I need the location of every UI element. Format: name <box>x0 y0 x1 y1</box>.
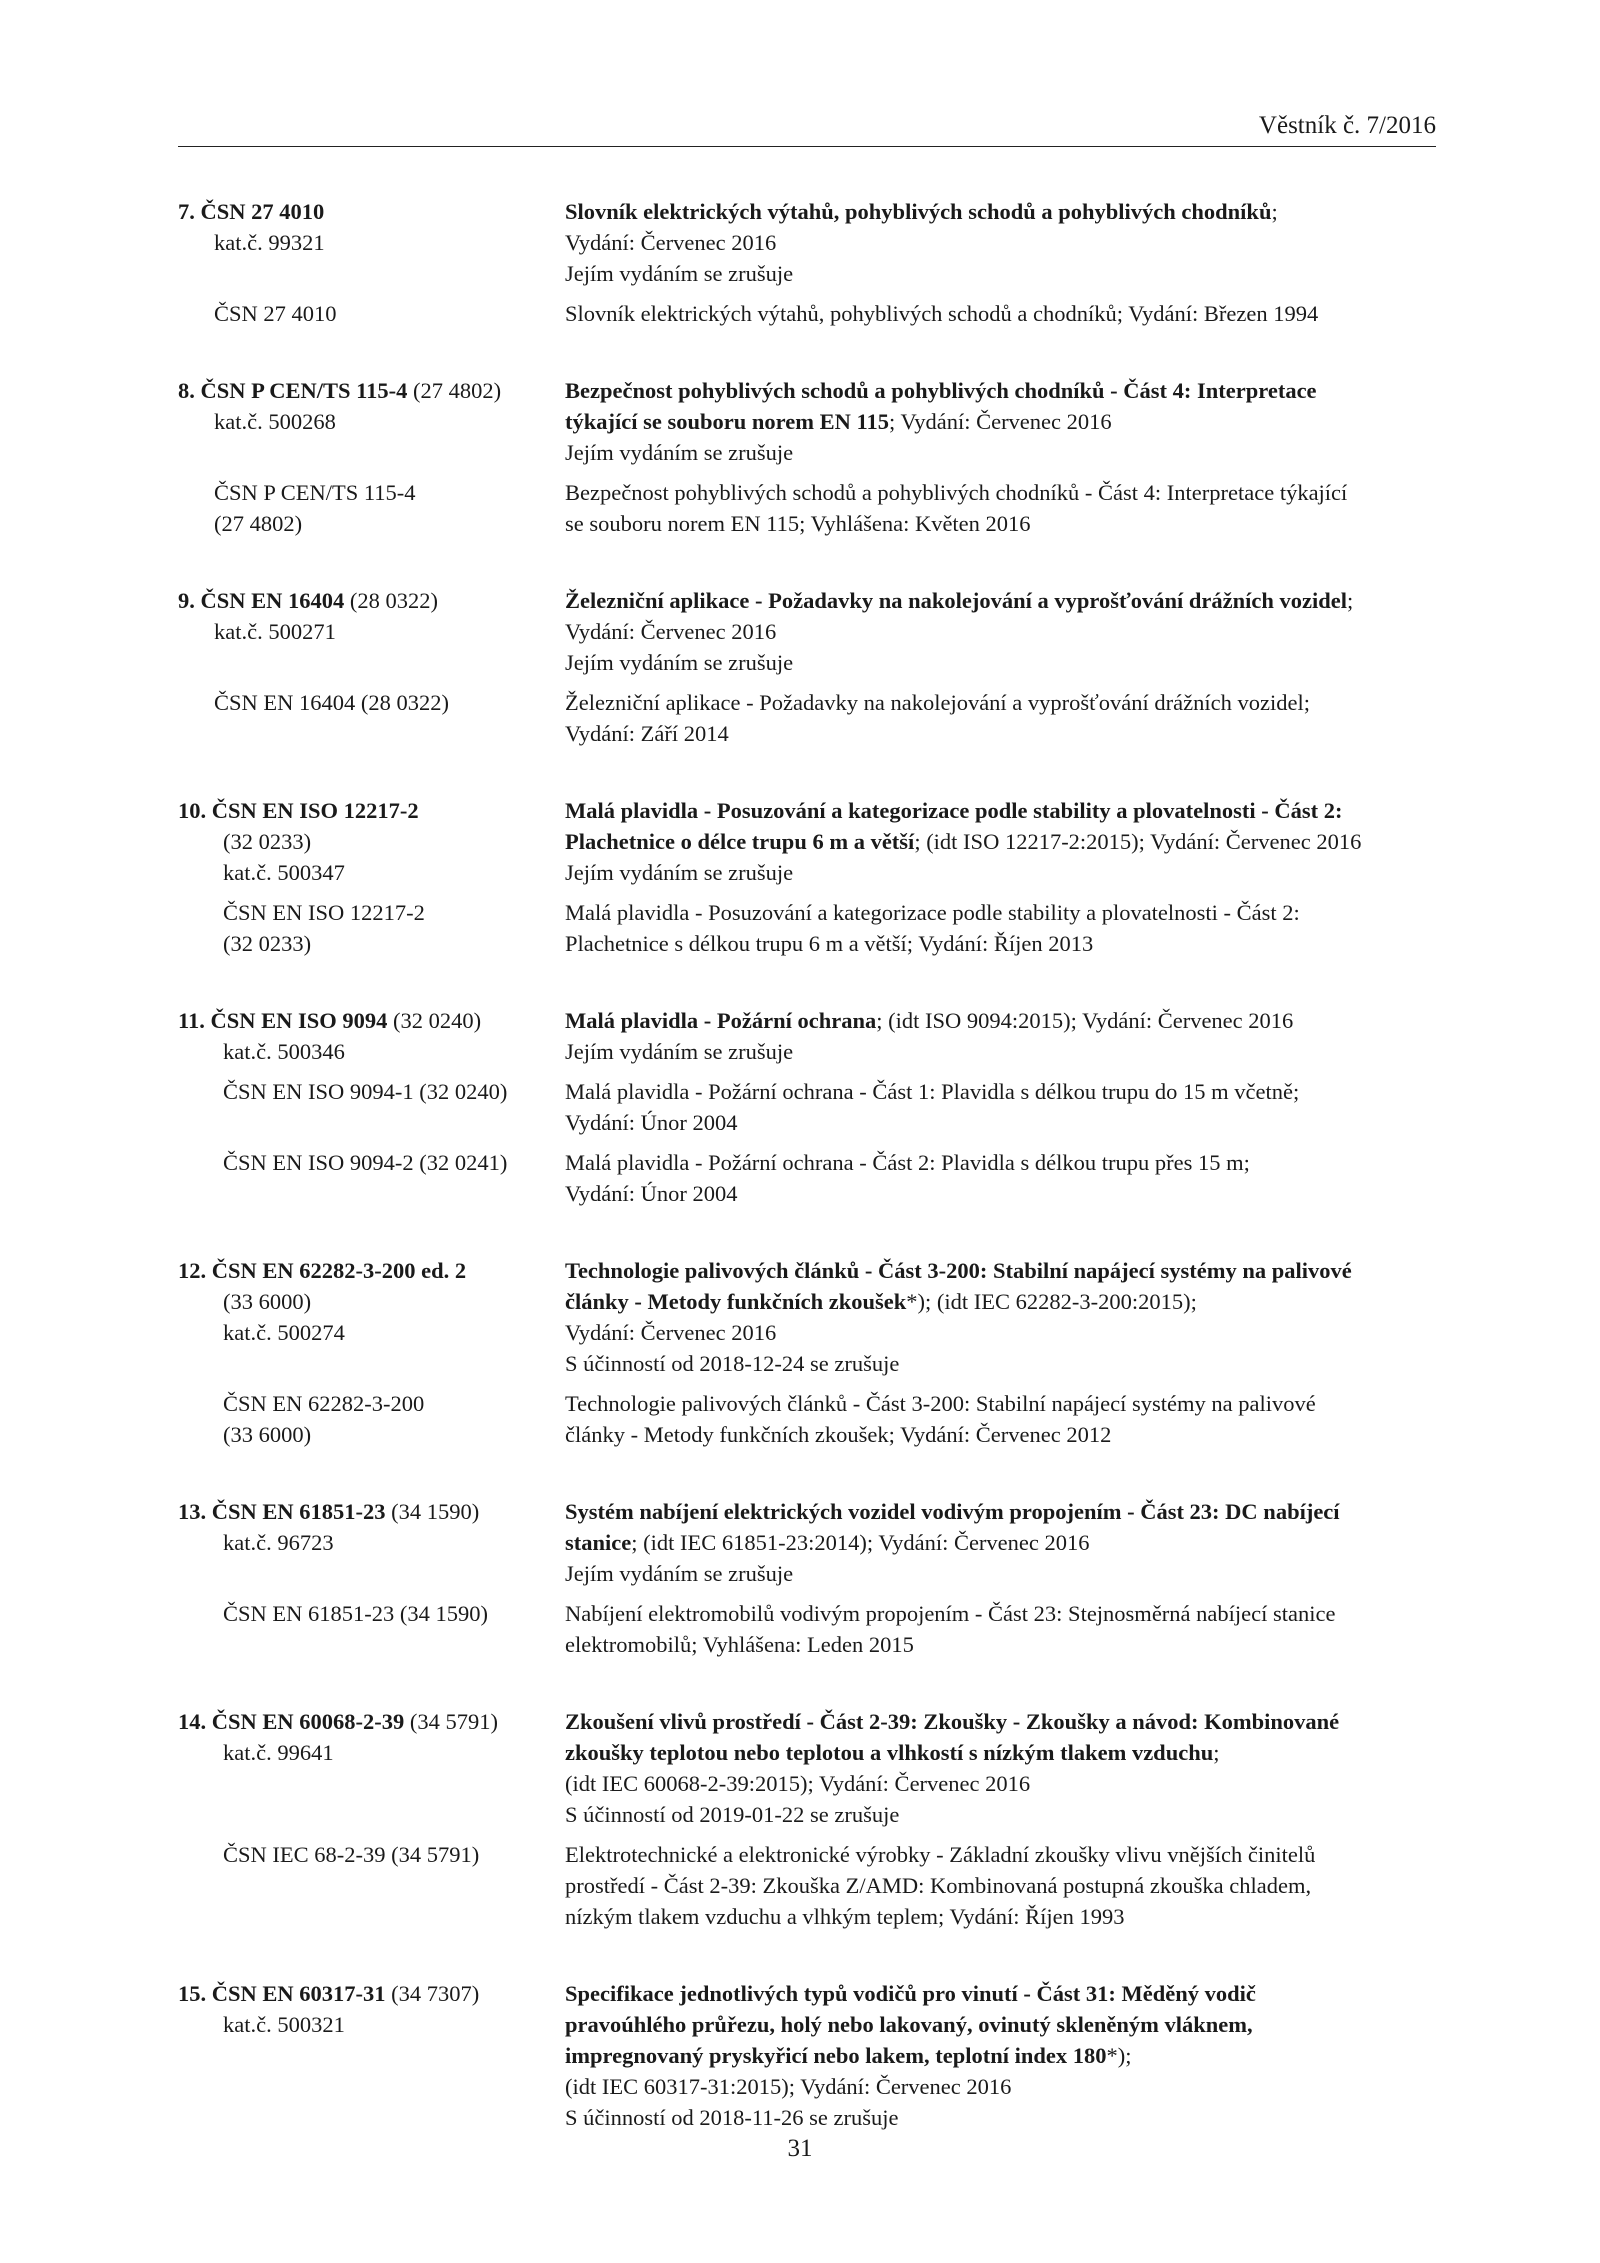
regular-text: (34 7307) <box>385 1981 480 2006</box>
text-line <box>565 1005 1448 1036</box>
regular-text: kat.č. 500321 <box>223 2012 345 2037</box>
regular-text: ČSN EN ISO 12217-2 <box>223 900 425 925</box>
text-line <box>565 1147 1448 1178</box>
bold-text: Železniční aplikace - Požadavky na nakolejování a vyprošťování drážních vozidel <box>565 588 1347 613</box>
replaced-standard-row <box>178 298 1448 329</box>
regular-text: Technologie palivových článků - Část 3-200: Stabilní napájecí systémy na palivové <box>565 1391 1316 1416</box>
text-line <box>178 1036 565 1067</box>
standard-description <box>565 1706 1448 1830</box>
new-standard-row <box>178 196 1448 289</box>
regular-text: kat.č. 500268 <box>214 409 336 434</box>
regular-text: ČSN IEC 68-2-39 (34 5791) <box>223 1842 480 1867</box>
standard-entry <box>178 1978 1448 2133</box>
new-standard-row <box>178 1706 1448 1830</box>
regular-text: ČSN 27 4010 <box>214 301 337 326</box>
bold-text: zkoušky teplotou nebo teplotou a vlhkostí s nízkým tlakem vzduchu <box>565 1740 1214 1765</box>
new-standard-row <box>178 1005 1448 1067</box>
text-line <box>565 258 1448 289</box>
standard-description <box>565 1839 1448 1932</box>
text-line <box>178 1317 565 1348</box>
regular-text: Jejím vydáním se zrušuje <box>565 860 794 885</box>
regular-text: Elektrotechnické a elektronické výrobky - Základní zkoušky vlivu vnějších činitelů <box>565 1842 1316 1867</box>
new-standard-row <box>178 375 1448 468</box>
regular-text: Plachetnice s délkou trupu 6 m a větší; Vydání: Říjen 2013 <box>565 931 1094 956</box>
text-line <box>565 1558 1448 1589</box>
regular-text: kat.č. 96723 <box>223 1530 334 1555</box>
regular-text: Bezpečnost pohyblivých schodů a pohyblivých chodníků - Část 4: Interpretace týkající <box>565 480 1348 505</box>
replaced-standard-row <box>178 1076 1448 1138</box>
regular-text: Jejím vydáním se zrušuje <box>565 261 794 286</box>
regular-text: Vydání: Září 2014 <box>565 721 729 746</box>
text-line <box>178 616 565 647</box>
text-line <box>565 2102 1448 2133</box>
bold-text: 11. ČSN EN ISO 9094 <box>178 1008 388 1033</box>
bold-text: 13. ČSN EN 61851-23 <box>178 1499 386 1524</box>
regular-text: ; (idt ISO 9094:2015); Vydání: Červenec 2016 <box>876 1008 1294 1033</box>
text-line <box>178 1706 565 1737</box>
text-line <box>565 1388 1448 1419</box>
standard-description <box>565 196 1448 289</box>
regular-text: ; (idt ISO 12217-2:2015); Vydání: Červenec 2016 <box>914 829 1362 854</box>
regular-text: kat.č. 99321 <box>214 230 325 255</box>
regular-text: kat.č. 500274 <box>223 1320 345 1345</box>
standard-description <box>565 1005 1448 1067</box>
regular-text: ČSN EN 61851-23 (34 1590) <box>223 1601 488 1626</box>
regular-text: Jejím vydáním se zrušuje <box>565 1039 794 1064</box>
regular-text: ČSN EN ISO 9094-2 (32 0241) <box>223 1150 508 1175</box>
bold-text: Malá plavidla - Požární ochrana <box>565 1008 877 1033</box>
standard-description <box>565 1076 1448 1138</box>
standard-designation <box>178 375 565 468</box>
bold-text: impregnovaný pryskyřicí nebo lakem, teplotní index 180 <box>565 2043 1107 2068</box>
text-line <box>178 1076 565 1107</box>
bold-text: stanice <box>565 1530 632 1555</box>
bold-text: 9. ČSN EN 16404 <box>178 588 345 613</box>
standard-designation <box>178 795 565 888</box>
regular-text: Nabíjení elektromobilů vodivým propojením - Část 23: Stejnosměrná nabíjecí stanice <box>565 1601 1336 1626</box>
bold-text: 8. ČSN P CEN/TS 115-4 <box>178 378 408 403</box>
regular-text: ; <box>1346 588 1354 613</box>
text-line <box>565 718 1448 749</box>
text-line <box>565 1036 1448 1067</box>
text-line <box>178 406 565 437</box>
regular-text: Vydání: Červenec 2016 <box>565 230 777 255</box>
standard-description <box>565 1978 1448 2133</box>
standard-designation <box>178 1255 565 1379</box>
replaced-standard-row <box>178 1598 1448 1660</box>
bold-text: pravoúhlého průřezu, holý nebo lakovaný, ovinutý skleněným vláknem, <box>565 2012 1253 2037</box>
replaced-standard-row <box>178 477 1448 539</box>
bold-text: 10. ČSN EN ISO 12217-2 <box>178 798 419 823</box>
regular-text: (34 1590) <box>385 1499 480 1524</box>
text-line <box>178 1978 565 2009</box>
standard-designation <box>178 1388 565 1450</box>
standard-designation <box>178 585 565 678</box>
regular-text: kat.č. 500347 <box>223 860 345 885</box>
regular-text: Vydání: Červenec 2016 <box>565 1320 777 1345</box>
text-line <box>565 928 1448 959</box>
text-line <box>178 508 565 539</box>
bulletin-header: Věstník č. 7/2016 <box>1258 112 1436 139</box>
text-line <box>178 2009 565 2040</box>
text-line <box>565 1255 1448 1286</box>
regular-text: kat.č. 99641 <box>223 1740 334 1765</box>
regular-text: (idt IEC 60317-31:2015); Vydání: Červenec 2016 <box>565 2074 1012 2099</box>
text-line <box>178 897 565 928</box>
text-line <box>178 1496 565 1527</box>
text-line <box>565 795 1448 826</box>
standard-designation <box>178 1005 565 1067</box>
replaced-standard-row <box>178 1388 1448 1450</box>
regular-text: ; <box>1271 199 1278 224</box>
new-standard-row <box>178 1496 1448 1589</box>
standard-entry <box>178 1005 1448 1209</box>
text-line <box>565 508 1448 539</box>
header-rule <box>178 146 1436 147</box>
replaced-standard-row <box>178 1839 1448 1932</box>
text-line <box>565 375 1448 406</box>
regular-text: ČSN EN 62282-3-200 <box>223 1391 425 1416</box>
new-standard-row <box>178 1978 1448 2133</box>
text-line <box>178 1527 565 1558</box>
standard-designation <box>178 477 565 539</box>
standard-designation <box>178 298 565 329</box>
text-line <box>565 647 1448 678</box>
text-line <box>178 227 565 258</box>
regular-text: elektromobilů; Vyhlášena: Leden 2015 <box>565 1632 914 1657</box>
page-number: 31 <box>787 2135 813 2162</box>
regular-text: Vydání: Červenec 2016 <box>565 619 777 644</box>
regular-text: (27 4802) <box>407 378 502 403</box>
bold-text: Slovník elektrických výtahů, pohyblivých schodů a pohyblivých chodníků <box>565 199 1272 224</box>
regular-text: ; (idt IEC 61851-23:2014); Vydání: Červenec 2016 <box>631 1530 1090 1555</box>
regular-text: články - Metody funkčních zkoušek; Vydání: Červenec 2012 <box>565 1422 1112 1447</box>
text-line <box>565 1286 1448 1317</box>
regular-text: Malá plavidla - Požární ochrana - Část 1: Plavidla s délkou trupu do 15 m včetně; <box>565 1079 1300 1104</box>
standard-designation <box>178 687 565 749</box>
text-line <box>565 2071 1448 2102</box>
text-line <box>178 928 565 959</box>
text-line <box>178 1839 565 1870</box>
regular-text: ČSN EN 16404 (28 0322) <box>214 690 449 715</box>
regular-text: (32 0233) <box>223 931 312 956</box>
text-line <box>178 298 565 329</box>
regular-text: se souboru norem EN 115; Vyhlášena: Květen 2016 <box>565 511 1031 536</box>
bold-text: 12. ČSN EN 62282-3-200 ed. 2 <box>178 1258 467 1283</box>
regular-text: Vydání: Únor 2004 <box>565 1181 738 1206</box>
regular-text: S účinností od 2019-01-22 se zrušuje <box>565 1802 900 1827</box>
bold-text: Specifikace jednotlivých typů vodičů pro vinutí - Část 31: Měděný vodič <box>565 1981 1256 2006</box>
new-standard-row <box>178 795 1448 888</box>
standard-designation <box>178 196 565 289</box>
regular-text: ČSN P CEN/TS 115-4 <box>214 480 416 505</box>
text-line <box>565 1076 1448 1107</box>
text-line <box>565 1706 1448 1737</box>
bold-text: Technologie palivových článků - Část 3-200: Stabilní napájecí systémy na palivové <box>565 1258 1352 1283</box>
standard-designation <box>178 1496 565 1589</box>
regular-text: (28 0322) <box>344 588 439 613</box>
regular-text: *); <box>1106 2043 1132 2068</box>
regular-text: prostředí - Část 2-39: Zkouška Z/AMD: Kombinovaná postupná zkouška chladem, <box>565 1873 1312 1898</box>
regular-text: Malá plavidla - Požární ochrana - Část 2: Plavidla s délkou trupu přes 15 m; <box>565 1150 1250 1175</box>
bold-text: články - Metody funkčních zkoušek <box>565 1289 907 1314</box>
bold-text: 7. ČSN 27 4010 <box>178 199 325 224</box>
standard-designation <box>178 1076 565 1138</box>
standard-description <box>565 897 1448 959</box>
standard-designation <box>178 1978 565 2133</box>
text-line <box>565 1978 1448 2009</box>
text-line <box>178 196 565 227</box>
regular-text: (27 4802) <box>214 511 303 536</box>
standard-designation <box>178 1839 565 1932</box>
standards-list <box>178 196 1448 2179</box>
text-line <box>178 585 565 616</box>
text-line <box>178 795 565 826</box>
regular-text: (32 0240) <box>387 1008 482 1033</box>
text-line <box>565 196 1448 227</box>
regular-text: (32 0233) <box>223 829 312 854</box>
text-line <box>565 227 1448 258</box>
standard-description <box>565 585 1448 678</box>
standard-designation <box>178 1147 565 1209</box>
text-line <box>178 375 565 406</box>
text-line <box>565 477 1448 508</box>
text-line <box>565 1107 1448 1138</box>
text-line <box>565 437 1448 468</box>
text-line <box>565 1496 1448 1527</box>
text-line <box>565 1768 1448 1799</box>
replaced-standard-row <box>178 1147 1448 1209</box>
standard-entry <box>178 375 1448 539</box>
regular-text: ; Vydání: Červenec 2016 <box>888 409 1112 434</box>
regular-text: ; <box>1213 1740 1220 1765</box>
standard-description <box>565 1255 1448 1379</box>
regular-text: (34 5791) <box>404 1709 499 1734</box>
regular-text: S účinností od 2018-11-26 se zrušuje <box>565 2105 899 2130</box>
new-standard-row <box>178 585 1448 678</box>
standard-description <box>565 1388 1448 1450</box>
replaced-standard-row <box>178 687 1448 749</box>
text-line <box>178 1419 565 1450</box>
standard-description <box>565 1147 1448 1209</box>
text-line <box>565 2009 1448 2040</box>
regular-text: Vydání: Únor 2004 <box>565 1110 738 1135</box>
standard-description <box>565 687 1448 749</box>
standard-designation <box>178 897 565 959</box>
regular-text: Jejím vydáním se zrušuje <box>565 440 794 465</box>
regular-text: S účinností od 2018-12-24 se zrušuje <box>565 1351 900 1376</box>
standard-entry <box>178 1496 1448 1660</box>
text-line <box>178 687 565 718</box>
standard-entry <box>178 585 1448 749</box>
standard-description <box>565 1598 1448 1660</box>
regular-text: (33 6000) <box>223 1289 312 1314</box>
standard-description <box>565 298 1448 329</box>
standard-description <box>565 795 1448 888</box>
standard-entry <box>178 1706 1448 1932</box>
text-line <box>178 1005 565 1036</box>
text-line <box>178 477 565 508</box>
standard-description <box>565 1496 1448 1589</box>
text-line <box>178 1147 565 1178</box>
text-line <box>178 1286 565 1317</box>
bold-text: Zkoušení vlivů prostředí - Část 2-39: Zkoušky - Zkoušky a návod: Kombinované <box>565 1709 1340 1734</box>
standard-entry <box>178 1255 1448 1450</box>
regular-text: (33 6000) <box>223 1422 312 1447</box>
text-line <box>565 1737 1448 1768</box>
standard-designation <box>178 1706 565 1830</box>
new-standard-row <box>178 1255 1448 1379</box>
regular-text: nízkým tlakem vzduchu a vlhkým teplem; Vydání: Říjen 1993 <box>565 1904 1125 1929</box>
bold-text: týkající se souboru norem EN 115 <box>565 409 889 434</box>
standard-entry <box>178 795 1448 959</box>
regular-text: Železniční aplikace - Požadavky na nakolejování a vyprošťování drážních vozidel; <box>565 690 1310 715</box>
regular-text: *); (idt IEC 62282-3-200:2015); <box>906 1289 1197 1314</box>
text-line <box>178 1737 565 1768</box>
text-line <box>565 687 1448 718</box>
replaced-standard-row <box>178 897 1448 959</box>
regular-text: Malá plavidla - Posuzování a kategorizace podle stability a plovatelnosti - Část 2: <box>565 900 1300 925</box>
text-line <box>565 1839 1448 1870</box>
text-line <box>565 1317 1448 1348</box>
standard-description <box>565 375 1448 468</box>
text-line <box>178 826 565 857</box>
bold-text: 14. ČSN EN 60068-2-39 <box>178 1709 405 1734</box>
regular-text: kat.č. 500346 <box>223 1039 345 1064</box>
text-line <box>565 1348 1448 1379</box>
regular-text: (idt IEC 60068-2-39:2015); Vydání: Červenec 2016 <box>565 1771 1031 1796</box>
text-line <box>565 406 1448 437</box>
bold-text: Malá plavidla - Posuzování a kategorizace podle stability a plovatelnosti - Část 2: <box>565 798 1343 823</box>
text-line <box>178 1388 565 1419</box>
regular-text: Jejím vydáním se zrušuje <box>565 1561 794 1586</box>
text-line <box>178 857 565 888</box>
text-line <box>565 2040 1448 2071</box>
text-line <box>565 1870 1448 1901</box>
bold-text: Plachetnice o délce trupu 6 m a větší <box>565 829 915 854</box>
regular-text: Jejím vydáním se zrušuje <box>565 650 794 675</box>
bold-text: Systém nabíjení elektrických vozidel vodivým propojením - Část 23: DC nabíjecí <box>565 1499 1340 1524</box>
text-line <box>565 1799 1448 1830</box>
regular-text: Slovník elektrických výtahů, pohyblivých schodů a chodníků; Vydání: Březen 1994 <box>565 301 1319 326</box>
regular-text: ČSN EN ISO 9094-1 (32 0240) <box>223 1079 508 1104</box>
bold-text: 15. ČSN EN 60317-31 <box>178 1981 386 2006</box>
standard-designation <box>178 1598 565 1660</box>
regular-text: kat.č. 500271 <box>214 619 336 644</box>
standard-description <box>565 477 1448 539</box>
text-line <box>565 298 1448 329</box>
text-line <box>178 1255 565 1286</box>
text-line <box>565 1527 1448 1558</box>
text-line <box>565 585 1448 616</box>
text-line <box>565 826 1448 857</box>
text-line <box>565 1178 1448 1209</box>
text-line <box>565 1629 1448 1660</box>
text-line <box>565 616 1448 647</box>
text-line <box>565 1598 1448 1629</box>
text-line <box>565 897 1448 928</box>
standard-entry <box>178 196 1448 329</box>
text-line <box>565 1419 1448 1450</box>
bold-text: Bezpečnost pohyblivých schodů a pohyblivých chodníků - Část 4: Interpretace <box>565 378 1317 403</box>
text-line <box>178 1598 565 1629</box>
text-line <box>565 857 1448 888</box>
text-line <box>565 1901 1448 1932</box>
